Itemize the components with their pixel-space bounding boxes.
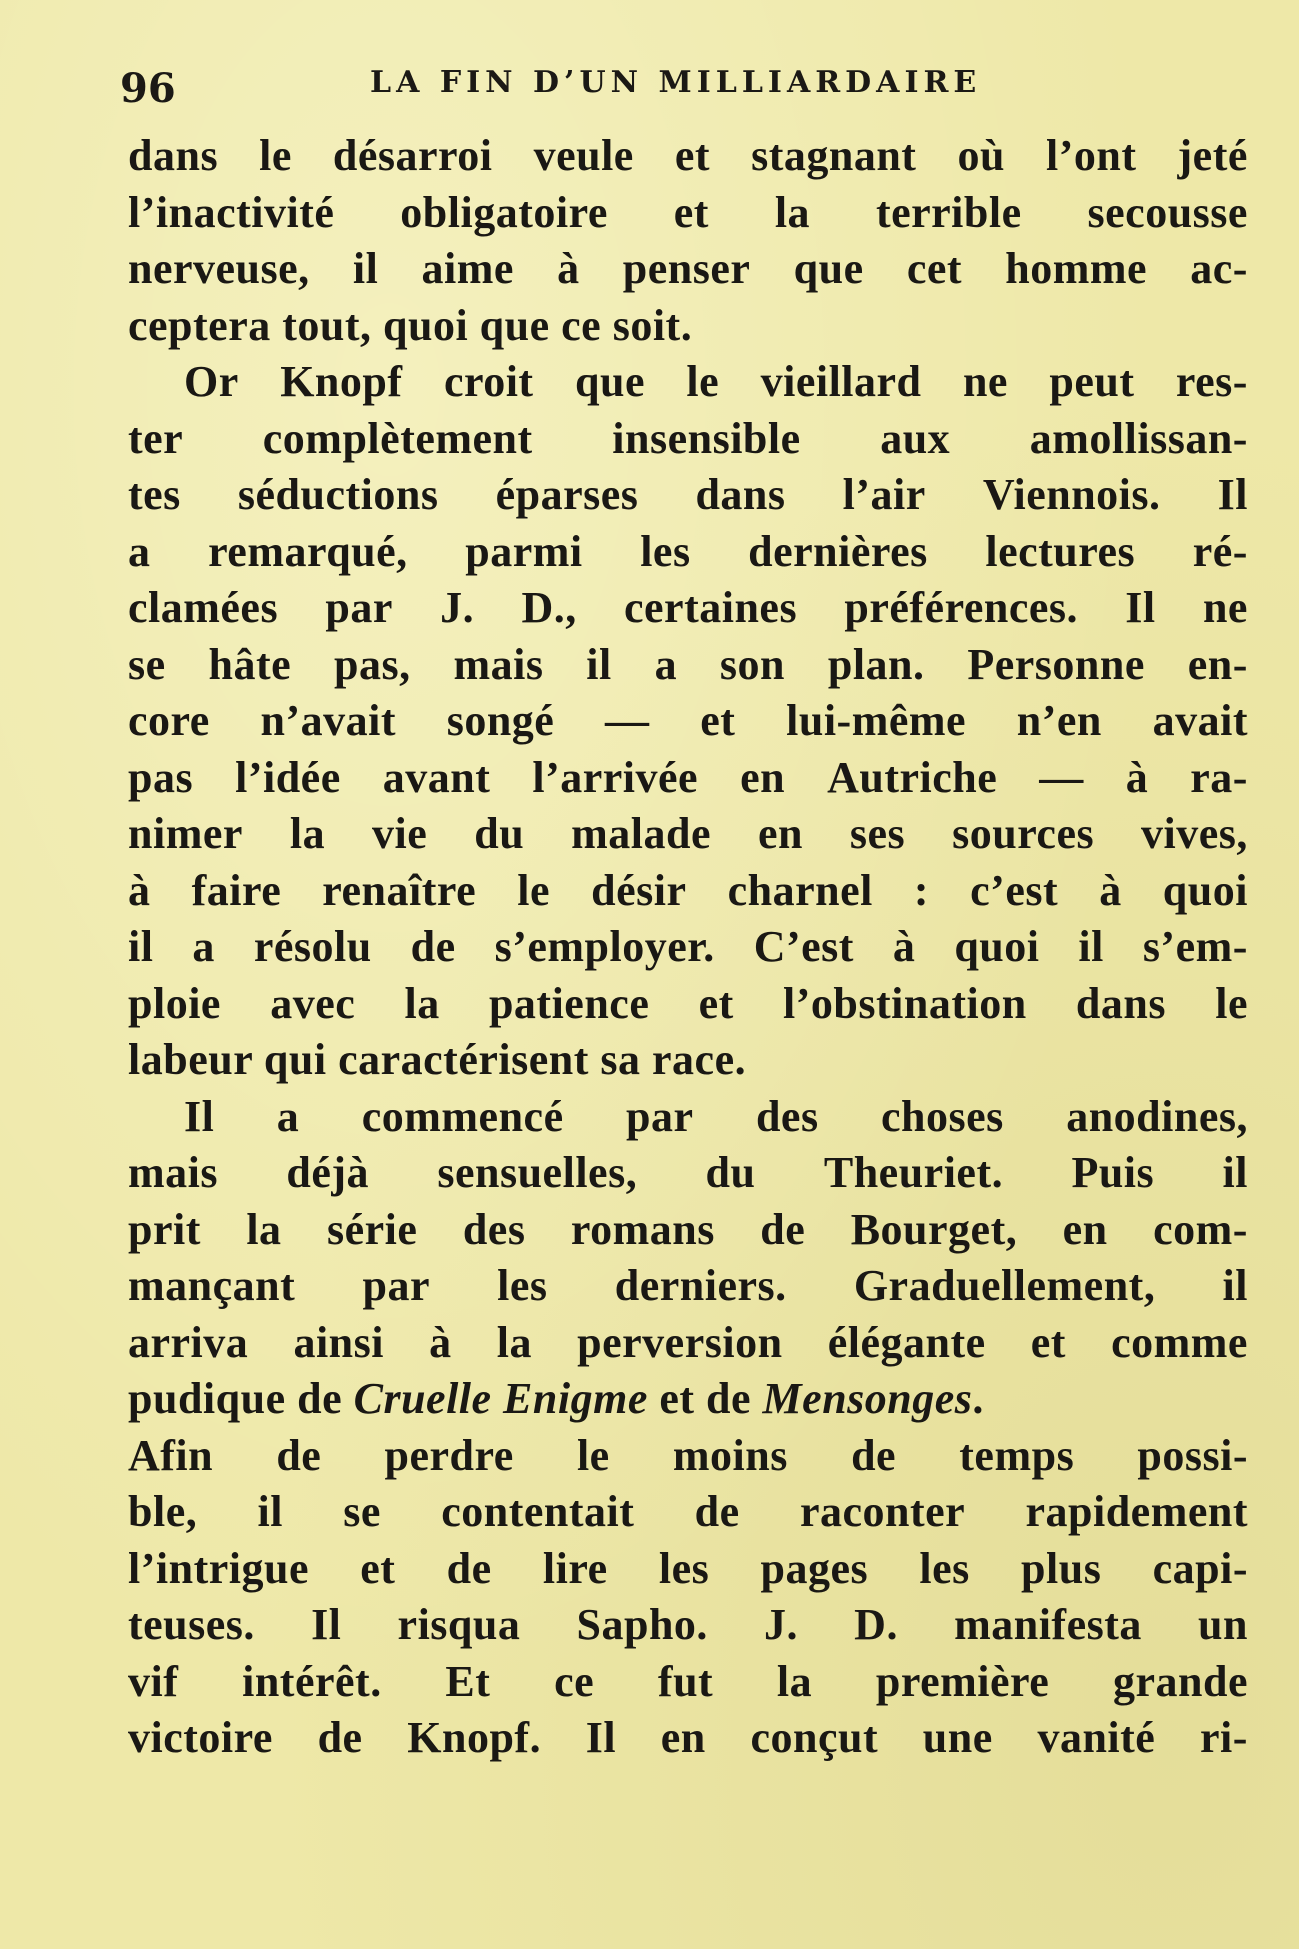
page-number: 96 [120,65,176,112]
text-line: ble, il se contentait de raconter rapidement [128,1487,1248,1536]
text-line: core n’avait songé — et lui-même n’en avait [128,696,1248,745]
running-title: LA FIN D’UN MILLIARDAIRE [370,65,982,100]
book-title-cruelle-enigme: Cruelle Enigme [353,1374,648,1423]
text-line: victoire de Knopf. Il en conçut une vanité ri- [128,1713,1248,1762]
text-line: il a résolu de s’employer. C’est à quoi il s’em- [128,922,1248,971]
text-line: ceptera tout, quoi que ce soit. [128,300,693,350]
text-line: Il a commencé par des choses anodines, [184,1091,1248,1141]
text-line: pas l’idée avant l’arrivée en Autriche — à ra- [128,752,1248,802]
running-head [120,55,1250,115]
text-line: labeur qui caractérisent sa race. [128,1035,747,1084]
text-line: Afin de perdre le moins de temps possi- [128,1430,1248,1480]
text-line: l’inactivité obligatoire et la terrible secousse [128,187,1248,237]
book-title-mensonges: Mensonges [762,1374,973,1423]
text-line-with-titles [128,1371,1248,1428]
text-line: clamées par J. D., certaines préférences. Il ne [128,583,1248,632]
text-line: tes séductions éparses dans l’air Viennois. Il [128,470,1248,519]
text-fragment: et de [647,1374,763,1423]
text-line: mais déjà sensuelles, du Theuriet. Puis il [128,1148,1248,1197]
text-line: mançant par les derniers. Graduellement, il [128,1261,1248,1310]
text-line: prit la série des romans de Bourget, en com- [128,1204,1248,1254]
body-text [128,128,1248,1767]
text-line: ploie avec la patience et l’obstination dans le [128,978,1248,1028]
text-line: à faire renaître le désir charnel : c’est à quoi [128,865,1248,915]
text-line: teuses. Il risqua Sapho. J. D. manifesta un [128,1600,1248,1649]
text-line: vif intérêt. Et ce fut la première grande [128,1656,1248,1706]
text-line: dans le désarroi veule et stagnant où l’ont jeté [128,131,1248,180]
text-line: nerveuse, il aime à penser que cet homme ac- [128,244,1248,293]
text-fragment: pudique de [128,1374,354,1423]
text-line: a remarqué, parmi les dernières lectures ré- [128,526,1248,576]
text-line: ter complètement insensible aux amollissan- [128,413,1248,463]
text-line: Or Knopf croit que le vieillard ne peut res- [184,357,1248,406]
text-line: nimer la vie du malade en ses sources vives, [128,809,1248,858]
text-line: arriva ainsi à la perversion élégante et comme [128,1317,1248,1367]
text-line: se hâte pas, mais il a son plan. Personne en- [128,639,1248,689]
text-line: l’intrigue et de lire les pages les plus capi- [128,1543,1248,1593]
text-fragment: . [972,1374,984,1423]
